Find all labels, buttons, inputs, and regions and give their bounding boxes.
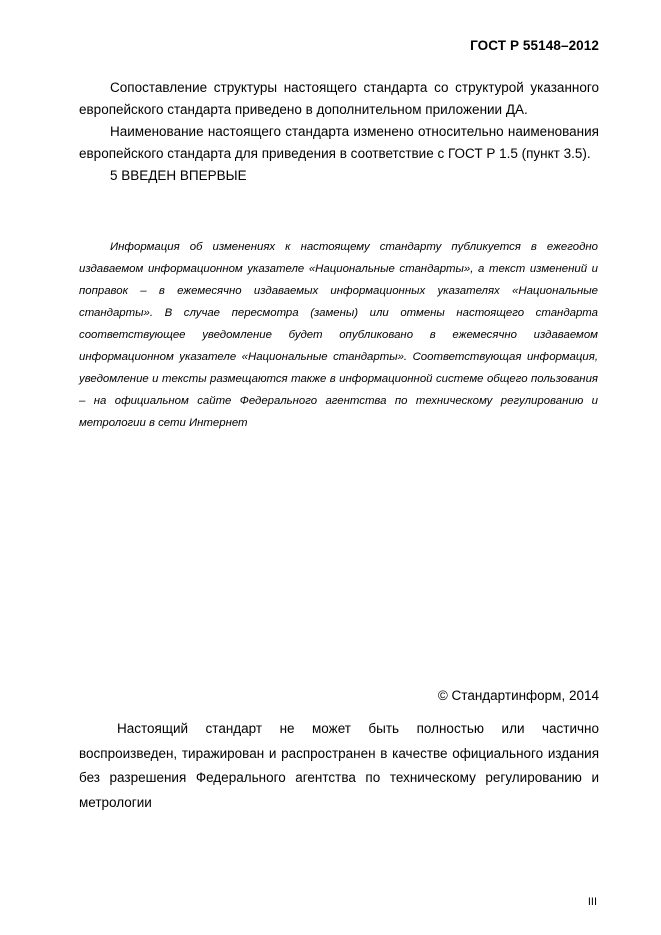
copyright-line: © Стандартинформ, 2014 (437, 688, 599, 703)
structure-comparison-paragraph: Сопоставление структуры настоящего стандарта со структурой указанного европейского стандарта приведено в дополнительном приложении ДА. (79, 80, 599, 117)
document-code-header: ГОСТ Р 55148–2012 (470, 38, 599, 53)
changes-information-section (79, 236, 598, 434)
reproduction-notice-section (79, 717, 599, 815)
page-number: III (587, 896, 597, 908)
introduced-first-time-paragraph: 5 ВВЕДЕН ВПЕРВЫЕ (110, 168, 247, 183)
intro-section (79, 77, 599, 187)
reproduction-notice-paragraph: Настоящий стандарт не может быть полностью или частично воспроизведен, тиражирован и распространен в качестве официального издания без разрешения Федерального агентства по техническому регулированию и метрологии (79, 721, 599, 810)
changes-information-paragraph: Информация об изменениях к настоящему стандарту публикуется в ежегодно издаваемом информационном указателе «Национальные стандарты», а текст изменений и поправок – в ежемесячно издаваемых информационных указателях «Национальные стандарты». В случае пересмотра (замены) или отмены настоящего стандарта соответствующее уведомление будет опубликовано в ежемесячно издаваемом информационном указателе «Национальные стандарты». Соответствующая информация, уведомление и тексты размещаются также в информационной системе общего пользования – на официальном сайте Федерального агентства по техническому регулированию и метрологии в сети Интернет (79, 241, 598, 429)
title-change-paragraph: Наименование настоящего стандарта изменено относительно наименования европейского стандарта для приведения в соответствие с ГОСТ Р 1.5 (пункт 3.5). (79, 124, 599, 161)
